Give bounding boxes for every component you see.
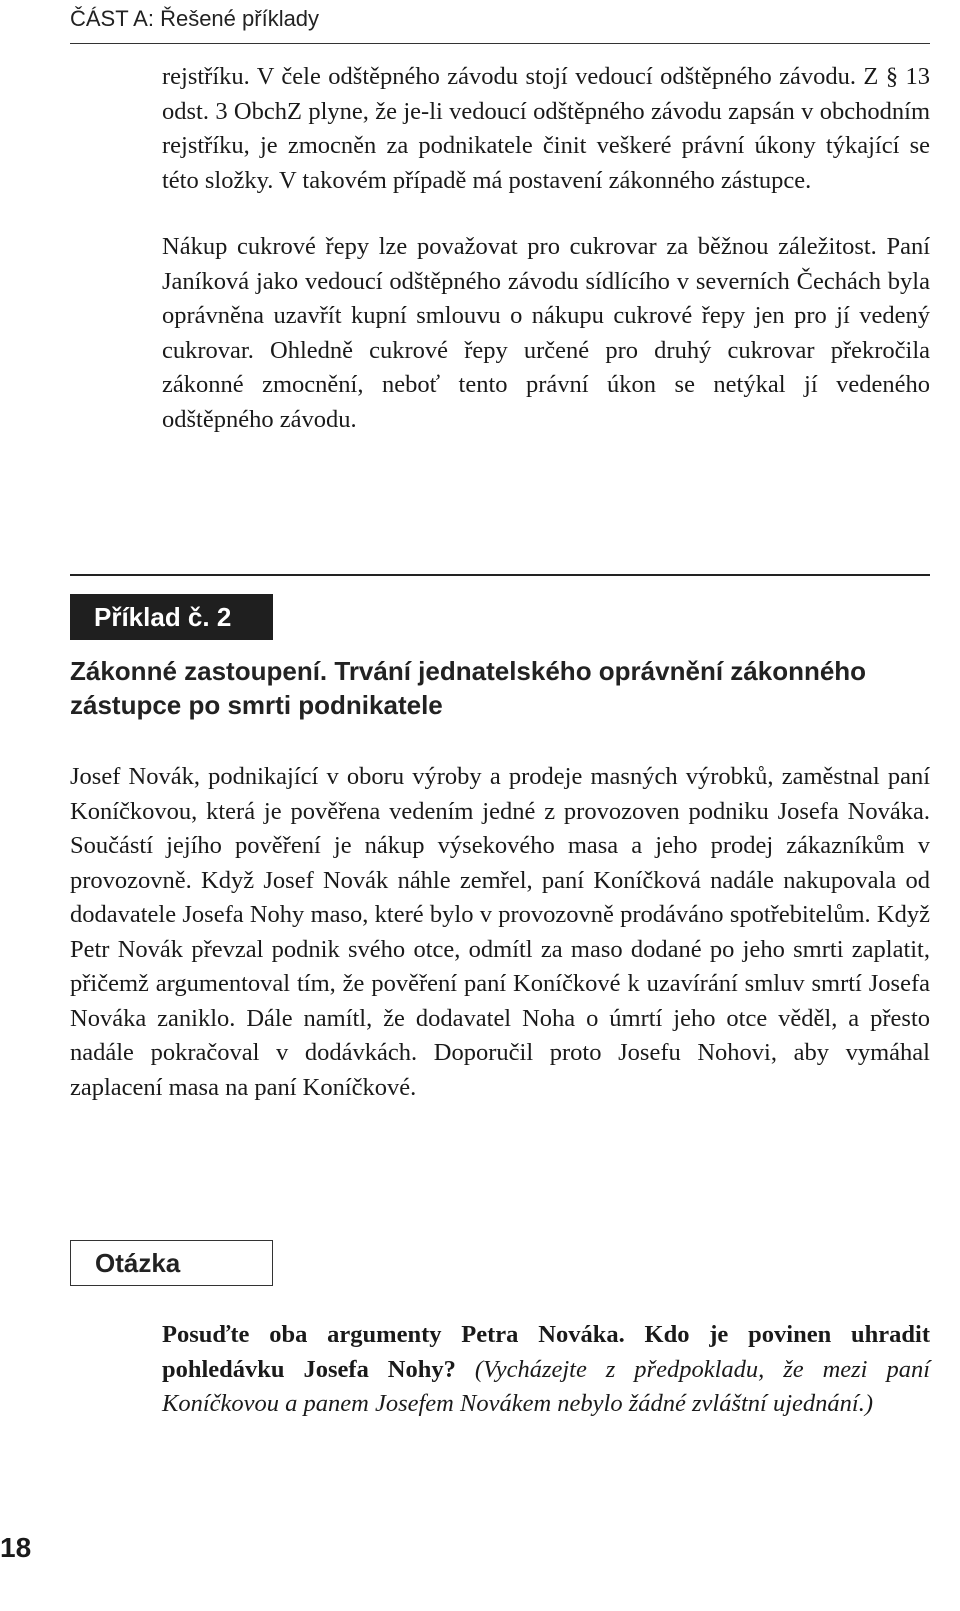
header-divider [70, 43, 930, 44]
example-label: Příklad č. 2 [70, 594, 273, 640]
question-bold-text: Posuďte oba argumenty Petra Nováka. Kdo je povinen uhradit pohledávku Josefa Nohy? [162, 1321, 930, 1383]
body-paragraph-2: Nákup cukrové řepy lze považovat pro cukrovar za běžnou záležitost. Paní Janíková jako vedoucí odštěpného závodu sídlícího v severních Čechách byla oprávněna uzavřít kupní smlouvu o nákupu cukrové řepy jen pro jí vedený cukrovar. Ohledně cukrové řepy určené pro druhý cukrovar překročila zákonné zmocnění, neboť tento právní úkon se netýkal jí vedeného odštěpného závodu. [162, 233, 930, 433]
question-label: Otázka [70, 1240, 273, 1286]
running-header: ČÁST A: Řešené příklady [70, 6, 320, 31]
example-text: Josef Novák, podnikající v oboru výroby a prodeje masných výrobků, zaměstnal paní Koníčkovou, která je pověřena vedením jedné z provozoven podniku Josefa Nováka. Součástí jejího pověření je nákup výsekového masa a jeho prodej zákazníkům v provozovně. Když Josef Novák náhle zemřel, paní Koníčková nadále nakupovala od dodavatele Josefa Nohy maso, které bylo v provozovně prodáváno spotřebitelům. Když Petr Novák převzal podnik svého otce, odmítl za maso dodané po jeho smrti zaplatit, přičemž argumentoval tím, že pověření paní Koníčkové k uzavírání smluv smrtí Josefa Nováka zaniklo. Dále namítl, že dodavatel Noha o úmrtí jeho otce věděl, a přesto nadále pokračoval v dodávkách. Doporučil proto Josefu Nohovi, aby vymáhal zaplacení masa na paní Koníčkové. [70, 763, 930, 1101]
question-text [162, 1318, 930, 1422]
question-italic-note: (Vycházejte z předpokladu, že mezi paní Koníčkovou a panem Josefem Novákem nebylo žádné zvláštní ujednání.) [162, 1355, 930, 1417]
body-paragraph-1: rejstříku. V čele odštěpného závodu stojí vedoucí odštěpného závodu. Z § 13 odst. 3 ObchZ plyne, že je-li vedoucí odštěpného závodu zapsán v obchodním rejstříku, je zmocněn za podnikatele činit veškeré právní úkony týkající se této složky. V takovém případě má postavení zákonného zástupce. [162, 63, 930, 194]
example-title: Zákonné zastoupení. Trvání jednatelského oprávnění zákonného zástupce po smrti podnikatele [70, 656, 867, 720]
page-number: 18 [0, 1532, 32, 1563]
section-divider [70, 574, 930, 576]
